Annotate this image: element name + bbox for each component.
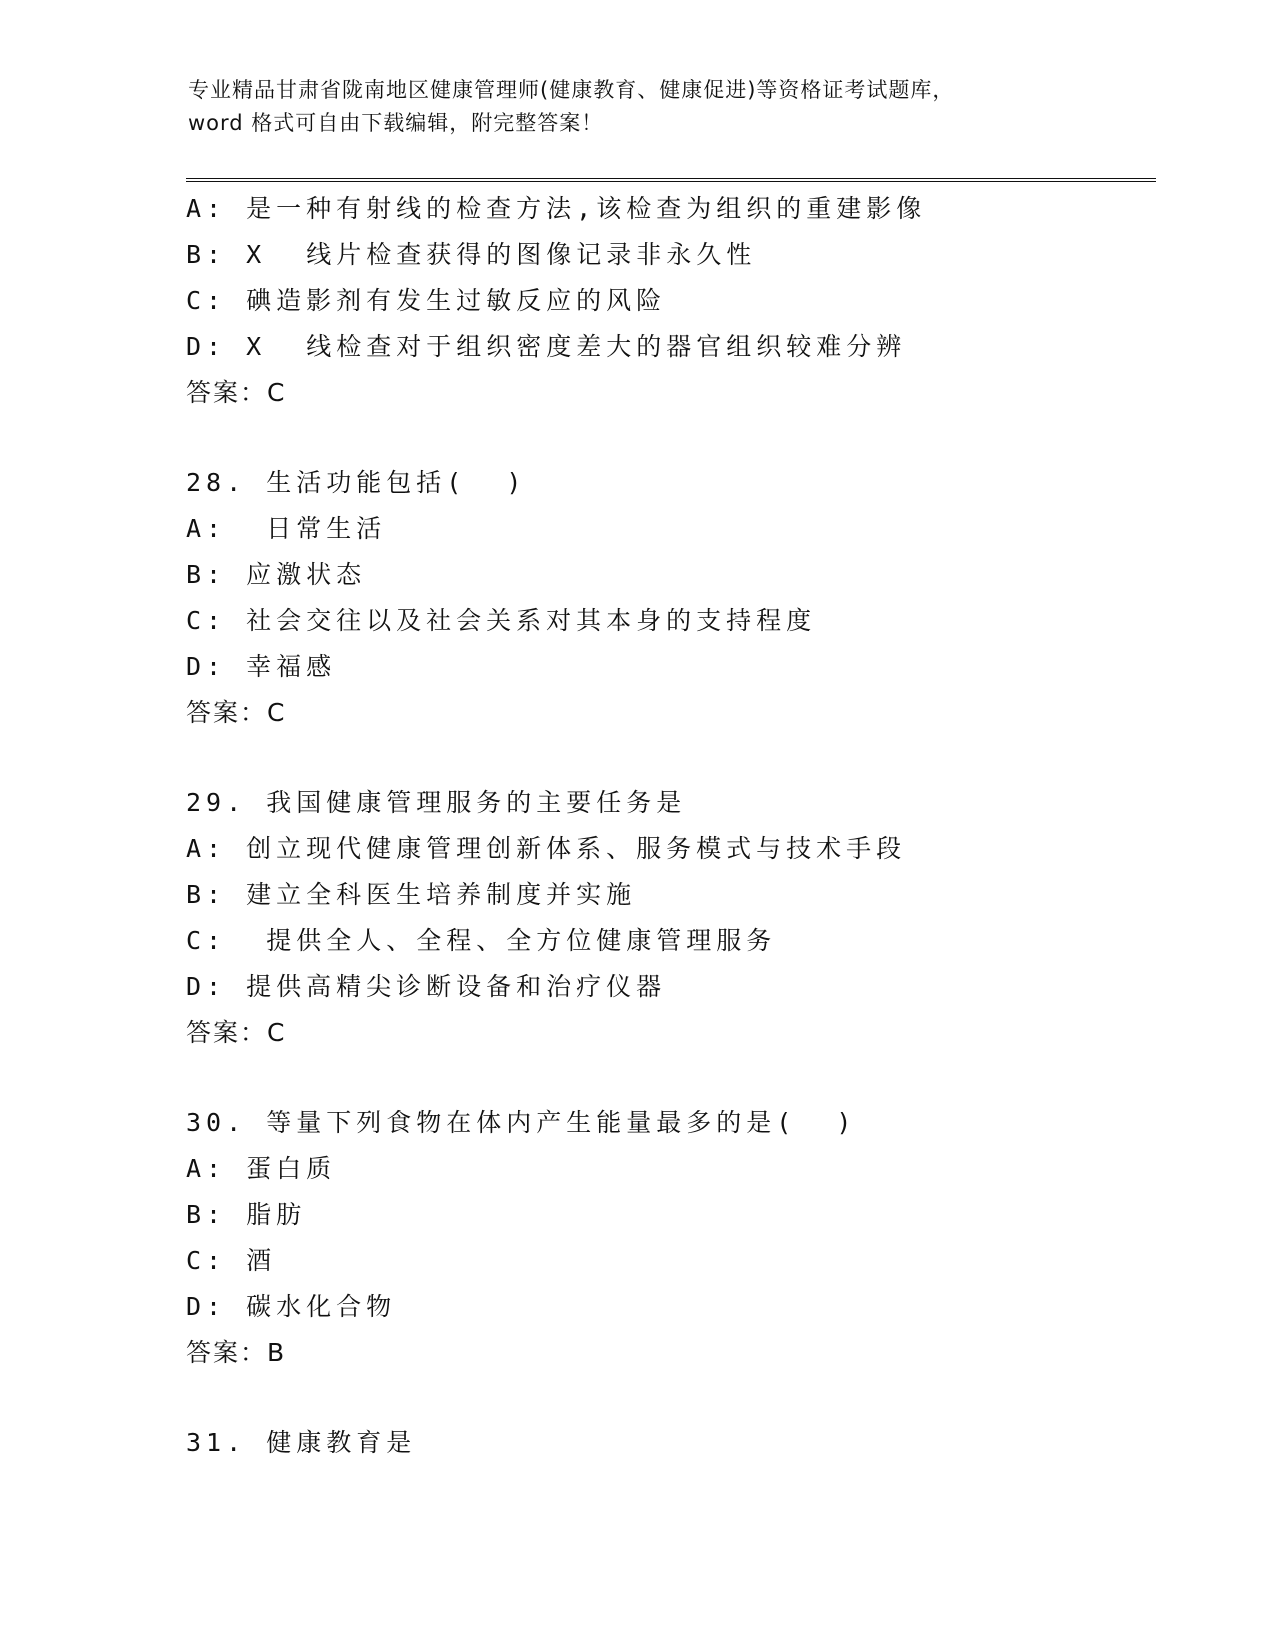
header-divider [186,178,1156,182]
answer: 答案：C [186,378,287,407]
option-c: C: 碘造影剂有发生过敏反应的风险 [186,286,667,315]
option-a: A: 创立现代健康管理创新体系、服务模式与技术手段 [186,834,907,863]
option-b: B: 应激状态 [186,560,367,589]
option-c: C: 酒 [186,1246,277,1275]
option-b: B: 脂肪 [186,1200,307,1229]
question-31-block [186,1420,1146,1466]
answer: 答案：C [186,698,287,727]
option-d: D: 碳水化合物 [186,1292,397,1321]
question-29-block [186,780,1146,1056]
option-d: D: X 线检查对于组织密度差大的器官组织较难分辨 [186,332,907,361]
document-header [188,74,1068,140]
answer: 答案：B [186,1338,287,1367]
answer: 答案：C [186,1018,287,1047]
option-c: C: 提供全人、全程、全方位健康管理服务 [186,926,777,955]
option-c: C: 社会交往以及社会关系对其本身的支持程度 [186,606,817,635]
header-title-line-2: word 格式可自由下载编辑，附完整答案！ [188,111,604,135]
option-a: A: 日常生活 [186,514,387,543]
header-title-line-1: 专业精品甘肃省陇南地区健康管理师(健康教育、健康促进)等资格证考试题库， [188,78,955,102]
question-stem: 29. 我国健康管理服务的主要任务是 [186,788,687,817]
question-27-block [186,186,1146,416]
option-d: D: 提供高精尖诊断设备和治疗仪器 [186,972,667,1001]
option-d: D: 幸福感 [186,652,337,681]
option-b: B: 建立全科医生培养制度并实施 [186,880,637,909]
option-a: A: 蛋白质 [186,1154,337,1183]
question-stem: 28. 生活功能包括( ) [186,468,527,497]
spacer [186,1376,1146,1420]
option-b: B: X 线片检查获得的图像记录非永久性 [186,240,757,269]
question-30-block [186,1100,1146,1376]
question-stem: 30. 等量下列食物在体内产生能量最多的是( ) [186,1108,857,1137]
spacer [186,416,1146,460]
option-a: A: 是一种有射线的检查方法,该检查为组织的重建影像 [186,194,927,223]
question-list [186,186,1146,1466]
spacer [186,736,1146,780]
question-stem: 31. 健康教育是 [186,1428,417,1457]
spacer [186,1056,1146,1100]
question-28-block [186,460,1146,736]
